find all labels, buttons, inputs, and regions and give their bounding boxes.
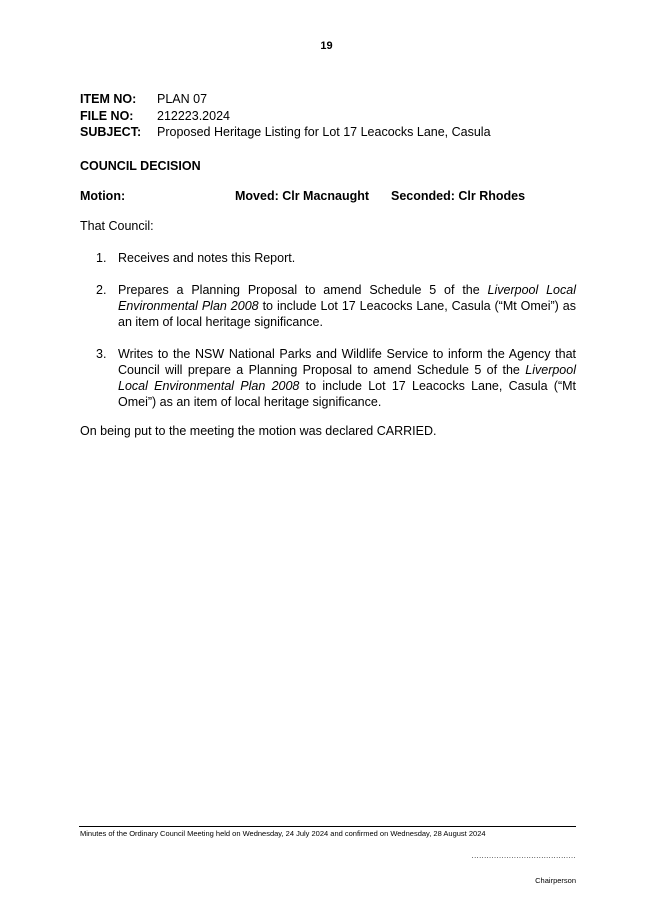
page-number: 19 xyxy=(320,40,333,52)
list-item-number: 1. xyxy=(96,251,107,265)
list-item-number: 2. xyxy=(96,283,107,297)
item-number-row xyxy=(80,92,491,109)
signature-line: .......................................... xyxy=(471,851,576,860)
file-number-value: 212223.2024 xyxy=(157,108,230,123)
list-item-text-part: to include Lot 17 Leacocks Lane, Casula (“Mt Omei”) as an item of local heritage significance. xyxy=(118,379,576,409)
item-number-value: PLAN 07 xyxy=(157,92,208,106)
list-item xyxy=(96,282,576,330)
file-number-row xyxy=(80,109,491,126)
council-decision-heading: COUNCIL DECISION xyxy=(80,159,201,173)
motion-label: Motion: xyxy=(80,189,126,203)
plan-title: Liverpool Local Environmental Plan 2008 xyxy=(118,283,576,313)
list-item-number: 3. xyxy=(96,347,107,361)
list-item-text xyxy=(118,282,576,330)
chairperson-label: Chairperson xyxy=(535,876,576,885)
subject-value: Proposed Heritage Listing for Lot 17 Leacocks Lane, Casula xyxy=(157,125,491,139)
list-item xyxy=(96,250,576,266)
list-item xyxy=(96,346,576,410)
list-item-text-part: Prepares a Planning Proposal to amend Schedule 5 of the xyxy=(118,283,488,297)
motion-result: On being put to the meeting the motion was declared CARRIED. xyxy=(80,424,437,438)
minutes-footer: Minutes of the Ordinary Council Meeting held on Wednesday, 24 July 2024 and confirmed on Wednesday, 28 August 2024 xyxy=(80,829,486,838)
seconded-by: Seconded: Clr Rhodes xyxy=(391,189,526,203)
list-item-text xyxy=(118,346,576,410)
item-header xyxy=(80,92,491,142)
moved-by: Moved: Clr Macnaught xyxy=(235,189,370,203)
decision-intro: That Council: xyxy=(80,219,154,233)
plan-title: Liverpool Local Environmental Plan 2008 xyxy=(118,363,576,393)
file-number-label: FILE NO: xyxy=(80,108,134,123)
list-item-text: Receives and notes this Report. xyxy=(118,251,296,265)
item-number-label: ITEM NO: xyxy=(80,92,137,106)
subject-label: SUBJECT: xyxy=(80,125,142,139)
list-item-text-part: Writes to the NSW National Parks and Wildlife Service to inform the Agency that Council will prepare a Planning Proposal to amend Schedule 5 of the xyxy=(118,347,576,377)
subject-row xyxy=(80,125,491,142)
footer-divider xyxy=(79,826,576,827)
list-item-text-part: to include Lot 17 Leacocks Lane, Casula (“Mt Omei”) as an item of local heritage significance. xyxy=(118,299,576,329)
